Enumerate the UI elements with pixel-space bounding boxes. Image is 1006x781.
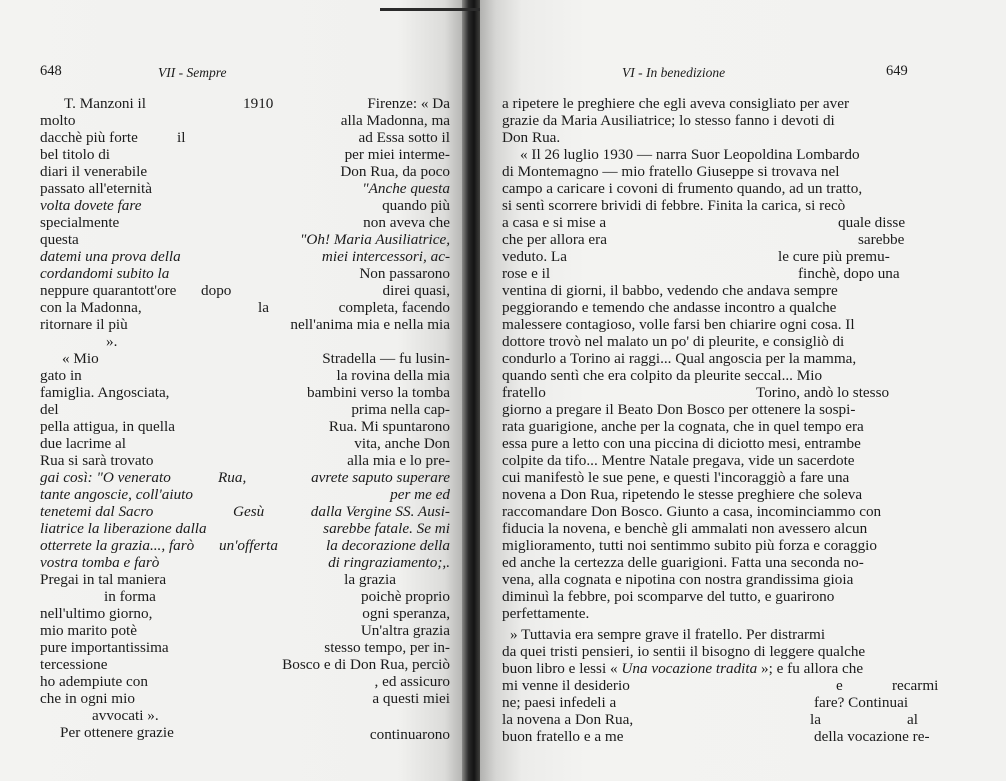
text-line: con la Madonna,	[40, 299, 142, 316]
text-line: Bosco e di Don Rua, perciò	[282, 656, 450, 673]
text-line: fratello	[502, 384, 546, 401]
text-line: neppure quarantott'ore	[40, 282, 177, 299]
book-title: Una vocazione tradita	[621, 660, 758, 677]
text-line: ne; paesi infedeli a	[502, 694, 617, 711]
text-line: questa	[40, 231, 79, 248]
text-line: cordandomi subito la	[40, 265, 170, 282]
left-page	[0, 0, 468, 781]
text-line: avvocati ».	[92, 707, 159, 724]
text-line: "Oh! Maria Ausiliatrice,	[300, 231, 450, 248]
text-fragment: e	[836, 677, 843, 694]
text-line: Stradella — fu lusin-	[322, 350, 450, 367]
text-fragment: finchè, dopo una	[798, 265, 900, 282]
text-line: vita, anche Don	[354, 435, 450, 452]
text-line: mio marito potè	[40, 622, 138, 639]
text-line: T. Manzoni il	[64, 95, 146, 112]
text-line: ».	[106, 333, 118, 350]
page-number-left: 648	[40, 63, 62, 79]
text-line: nell'ultimo giorno,	[40, 605, 153, 622]
text-line: ed anche la certezza delle guarigioni. Fatta una seconda no-	[502, 554, 864, 571]
text-line: alla Madonna, ma	[340, 112, 450, 129]
text-line: dottore trovò nel malato un po' di pleurite, e consigliò di	[502, 333, 845, 350]
text-line: ritornare il più	[40, 316, 128, 333]
text-line: buon fratello e a me	[502, 728, 624, 745]
text-line: grazie da Maria Ausiliatrice; lo stesso fanno i devoti di	[502, 112, 835, 129]
text-line: veduto. La	[502, 248, 567, 265]
text-line: peggiorando e temendo che andasse incontro a qualche	[502, 299, 837, 316]
text-span: »; e fu allora che	[761, 660, 864, 677]
text-line: la novena a Don Rua,	[502, 711, 634, 728]
text-line: tenetemi dal Sacro	[40, 503, 154, 520]
text-line: ventina di giorni, il babbo, vedendo che andava sempre	[502, 282, 838, 299]
text-line: Pregai in tal maniera	[40, 571, 167, 588]
text-line: raccomandare Don Bosco. Giunto a casa, incominciammo con	[502, 503, 882, 520]
text-line: miei intercessori, ac-	[321, 248, 450, 265]
text-span: buon libro e lessi «	[502, 660, 618, 677]
text-line: , ed assicuro	[374, 673, 450, 690]
text-line: Per ottenere grazie	[60, 724, 174, 741]
text-line: liatrice la liberazione dalla	[40, 520, 207, 537]
text-line: direi quasi,	[382, 282, 450, 299]
text-line: non aveva che	[363, 214, 450, 231]
text-fragment: Gesù	[233, 503, 265, 520]
text-line: bambini verso la tomba	[307, 384, 450, 401]
text-line: volta dovete fare	[40, 197, 142, 214]
text-line: continuarono	[369, 726, 450, 743]
text-line: in forma	[104, 588, 156, 605]
text-line: stesso tempo, per in-	[324, 639, 450, 656]
text-line: pure importantissima	[40, 639, 169, 656]
text-line: novena a Don Rua, ripetendo le stesse preghiere che soleva	[502, 486, 863, 503]
text-line: datemi una prova della	[40, 248, 181, 265]
text-line: Un'altra grazia	[360, 622, 450, 639]
text-line: due lacrime al	[40, 435, 127, 452]
text-line: otterrete la grazia..., farò	[40, 537, 195, 554]
text-line: ogni speranza,	[362, 605, 450, 622]
text-line: a questi miei	[372, 690, 450, 707]
text-line: rata guarigione, anche per la cognata, che in quel tempo era	[502, 418, 864, 435]
text-fragment: dopo	[201, 282, 232, 299]
running-head-left: VII - Sempre	[158, 65, 227, 80]
text-line: per miei interme-	[344, 146, 450, 163]
text-fragment: Torino, andò lo stesso	[756, 384, 890, 401]
text-line: » Tuttavia era sempre grave il fratello. Per distrarmi	[510, 626, 826, 643]
text-fragment: fare? Continuai	[814, 694, 909, 711]
text-line: Rua si sarà trovato	[40, 452, 154, 469]
text-line: diari il venerabile	[40, 163, 148, 180]
text-line: diminuì la febbre, poi scomparve del tutto, e guarirono	[502, 588, 835, 605]
text-line: perfettamente.	[502, 605, 590, 622]
text-line: essa pure a letto con una piccina di diciotto mesi, entrambe	[502, 435, 861, 452]
text-line: la grazia	[344, 571, 396, 588]
text-line: la decorazione della	[325, 537, 450, 554]
text-line: colpite da tifo... Mentre Natale pregava, vide un sacerdote	[502, 452, 855, 469]
text-line: cui manifestò le sue pene, e questi l'incoraggiò a fare una	[502, 469, 850, 486]
text-fragment: al	[907, 711, 918, 728]
text-line: gato in	[40, 367, 82, 384]
running-head-right: VI - In benedizione	[622, 65, 726, 80]
text-line: la rovina della mia	[336, 367, 450, 384]
text-fragment: 1910	[243, 95, 274, 112]
text-fragment: sarebbe	[858, 231, 905, 248]
text-line: « Mio	[62, 350, 99, 367]
text-fragment: Rua,	[218, 469, 247, 486]
text-line: miglioramento, tutti noi sentimmo subito più forza e coraggio	[502, 537, 877, 554]
text-line: alla mia e lo pre-	[347, 452, 450, 469]
text-line: quando sentì che era colpito da pleurite seccal... Mio	[502, 367, 823, 384]
text-line: malessere contagioso, volle farsi ben chiarire ogni cosa. Il	[502, 316, 855, 333]
text-line: bel titolo di	[40, 146, 111, 163]
text-fragment: recarmi	[892, 677, 939, 694]
text-line: da quei tristi pensieri, io sentii il bisogno di leggere qualche	[502, 643, 866, 660]
text-fragment: la	[258, 299, 269, 316]
text-line: Don Rua, da poco	[340, 163, 450, 180]
text-line: dalla Vergine SS. Ausi-	[310, 503, 450, 520]
text-line: Firenze: « Da	[367, 95, 450, 112]
text-line: a casa e si mise a	[502, 214, 607, 231]
text-line: rose e il	[502, 265, 551, 282]
text-fragment: le cure più premu-	[778, 248, 890, 265]
text-line: del	[40, 401, 59, 418]
text-line: "Anche questa	[362, 180, 450, 197]
text-line: Don Rua.	[502, 129, 561, 146]
text-fragment: il	[177, 129, 186, 146]
text-line: poichè proprio	[361, 588, 450, 605]
text-line: specialmente	[40, 214, 120, 231]
text-line: per me ed	[390, 486, 450, 503]
text-fragment: un'offerta	[219, 537, 278, 554]
text-line: fiducia la novena, e benchè gli ammalati non avessero alcun	[502, 520, 868, 537]
text-line: campo a caricare i covoni di frumento quando, ad un tratto,	[502, 180, 863, 197]
text-line: che per allora era	[502, 231, 607, 248]
text-line: mi venne il desiderio	[502, 677, 630, 694]
text-line: prima nella cap-	[351, 401, 450, 418]
text-line: completa, facendo	[338, 299, 450, 316]
text-fragment: quale disse	[838, 214, 906, 231]
text-line: famiglia. Angosciata,	[40, 384, 170, 401]
text-line: vena, alla cognata e nipotina con nostra grandissima gioia	[502, 571, 854, 588]
text-line: avrete saputo superare	[311, 469, 450, 486]
page-number-right: 649	[886, 63, 908, 79]
right-page	[480, 0, 1006, 781]
text-fragment: della vocazione re-	[814, 728, 930, 745]
text-line: condurlo a Torino ai raggi... Qual angoscia per la mamma,	[502, 350, 857, 367]
text-line: si sentì scorrere brividi di febbre. Finita la carica, si recò	[502, 197, 846, 214]
text-line: tercessione	[40, 656, 108, 673]
text-line: Non passarono	[359, 265, 450, 282]
text-fragment: la	[810, 711, 821, 728]
text-line: passato all'eternità	[40, 180, 152, 197]
text-line: dacchè più forte	[40, 129, 138, 146]
text-line: di ringraziamento;,.	[328, 554, 450, 571]
text-line: ho adempiute con	[40, 673, 148, 690]
text-line: gai così: "O venerato	[40, 469, 171, 486]
text-line: a ripetere le preghiere che egli aveva consigliato per aver	[502, 95, 850, 112]
text-line: nell'anima mia e nella mia	[290, 316, 450, 333]
text-line: giorno a pregare il Beato Don Bosco per ottenere la sospi-	[502, 401, 856, 418]
text-line: « Il 26 luglio 1930 — narra Suor Leopoldina Lombardo	[520, 146, 860, 163]
text-line: tante angoscie, coll'aiuto	[40, 486, 193, 503]
text-line: ad Essa sotto il	[358, 129, 450, 146]
text-line: Rua. Mi spuntarono	[328, 418, 450, 435]
text-line: di Montemagno — mio fratello Giuseppe si trovava nel	[502, 163, 840, 180]
text-line: che in ogni mio	[40, 690, 135, 707]
text-line: vostra tomba e farò	[40, 554, 160, 571]
text-line: pella attigua, in quella	[40, 418, 175, 435]
text-line: molto	[40, 112, 76, 129]
text-line: sarebbe fatale. Se mi	[323, 520, 450, 537]
text-line: quando più	[382, 197, 450, 214]
